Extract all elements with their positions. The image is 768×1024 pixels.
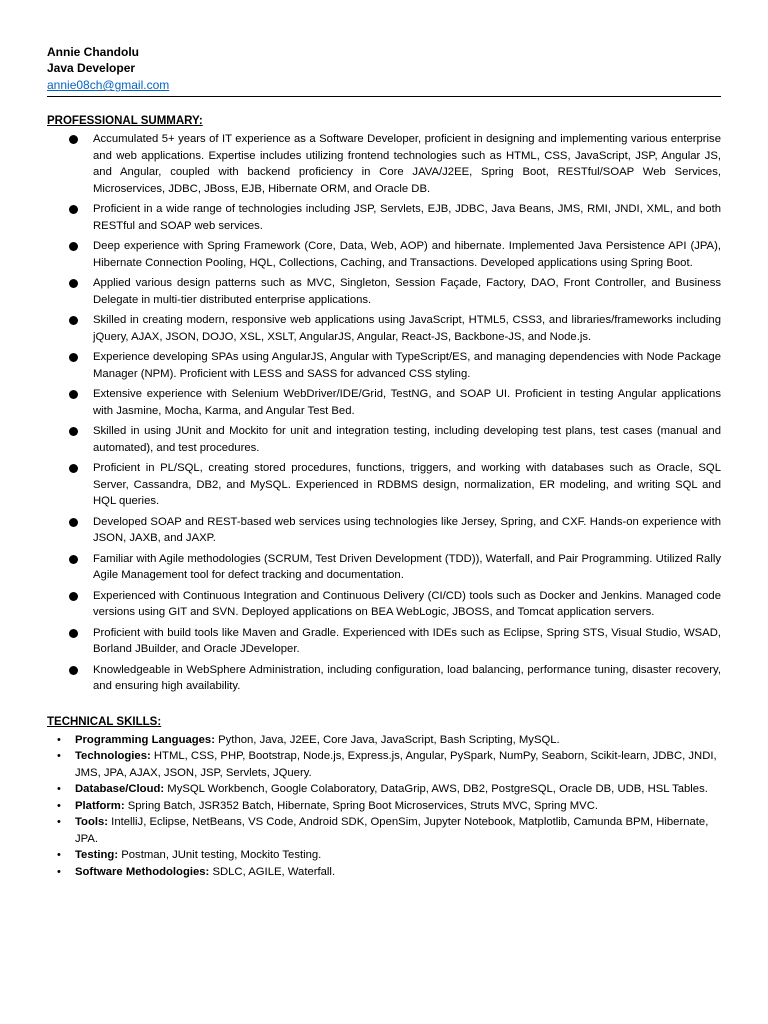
skill-label: Software Methodologies:: [75, 865, 210, 878]
summary-text: Skilled in creating modern, responsive web applications using JavaScript, HTML5, CSS3, and libraries/frameworks including jQuery, AJAX, JSON, DOJO, XSL, XSLT, AngularJS, Angular, React-JS, Backbone-JS, and Node.js.: [93, 314, 721, 343]
bullet-icon: [69, 666, 78, 675]
summary-text: Extensive experience with Selenium WebDriver/IDE/Grid, TestNG, and SOAP UI. Proficient in testing Angular applications with Jasmine, Mocha, Karma, and Angular Test Bed.: [93, 388, 721, 417]
summary-text: Deep experience with Spring Framework (Core, Data, Web, AOP) and hibernate. Implemented Java Persistence API (JPA), Hibernate Connection Pooling, HQL, Collections, Caching, and Transactions. Developed applications using Spring Boot.: [93, 240, 721, 269]
bullet-dot-icon: •: [57, 799, 61, 812]
summary-text: Proficient in PL/SQL, creating stored procedures, functions, triggers, and working with databases such as Oracle, SQL Server, Cassandra, DB2, and MySQL. Experienced in RDBMS design, normalization, ER modeling, and writing SQL and HQL queries.: [93, 462, 721, 507]
skill-value: Python, Java, J2EE, Core Java, JavaScript, Bash Scripting, MySQL.: [214, 733, 560, 746]
skill-value: Postman, JUnit testing, Mockito Testing.: [118, 849, 322, 861]
professional-summary-list: [47, 131, 721, 695]
skill-value: MySQL Workbench, Google Colaboratory, DataGrip, AWS, DB2, PostgreSQL, Oracle DB, UDB, HSL Tables.: [164, 783, 708, 795]
summary-text: Developed SOAP and REST-based web services using technologies like Jersey, Spring, and CXF. Hands-on experience with JSON, JAXB, and JAXP.: [93, 515, 721, 544]
bullet-dot-icon: •: [57, 816, 61, 828]
summary-item: [47, 386, 721, 419]
summary-item: [47, 201, 721, 234]
bullet-dot-icon: •: [57, 865, 61, 878]
skill-value: SDLC, AGILE, Waterfall.: [209, 865, 336, 878]
bullet-icon: [69, 279, 78, 288]
skill-item: [47, 847, 721, 864]
summary-item: [47, 349, 721, 382]
skill-item: [47, 798, 721, 815]
summary-item: [47, 551, 721, 584]
candidate-role: Java Developer: [47, 61, 136, 75]
bullet-icon: [69, 427, 78, 436]
bullet-icon: [69, 205, 78, 214]
summary-text: Skilled in using JUnit and Mockito for unit and integration testing, including developing test plans, test cases (manual and automated), and test procedures.: [93, 425, 721, 454]
skill-label: Technologies:: [75, 750, 151, 762]
skill-label: Tools:: [75, 816, 109, 828]
candidate-name: Annie Chandolu: [47, 45, 139, 59]
summary-item: [47, 238, 721, 271]
skill-value: Spring Batch, JSR352 Batch, Hibernate, Spring Boot Microservices, Struts MVC, Spring MVC.: [124, 799, 598, 812]
email-link[interactable]: annie08ch@gmail.com: [47, 78, 170, 92]
summary-item: [47, 131, 721, 197]
skill-label: Platform:: [75, 799, 125, 812]
skill-value: HTML, CSS, PHP, Bootstrap, Node.js, Express.js, Angular, PySpark, NumPy, Seaborn, Scikit-learn, JDBC, JNDI, JMS, JPA, AJAX, JSON, JSP, Servlets, JQuery.: [75, 750, 717, 779]
summary-text: Experience developing SPAs using AngularJS, Angular with TypeScript/ES, and managing dependencies with Node Package Manager (NPM). Proficient with LESS and SASS for advanced CSS styling.: [93, 351, 721, 380]
technical-skills-list: [47, 732, 721, 881]
bullet-icon: [69, 555, 78, 564]
skill-label: Programming Languages:: [75, 733, 215, 746]
skill-item: [47, 732, 721, 749]
bullet-dot-icon: •: [57, 783, 61, 795]
bullet-icon: [69, 518, 78, 527]
skill-label: Testing:: [75, 849, 119, 861]
summary-text: Familiar with Agile methodologies (SCRUM, Test Driven Development (TDD)), Waterfall, and Pair Programming. Utilized Rally Agile Management tool for defect tracking and documentation.: [93, 552, 721, 581]
summary-item: [47, 514, 721, 547]
summary-item: [47, 625, 721, 658]
summary-text: Proficient in a wide range of technologies including JSP, Servlets, EJB, JDBC, Java Beans, JMS, RMI, JNDI, XML, and both RESTful and SOAP web services.: [93, 203, 721, 232]
bullet-icon: [69, 135, 78, 144]
bullet-icon: [69, 316, 78, 325]
bullet-dot-icon: •: [57, 750, 61, 762]
skill-item: [47, 814, 721, 847]
summary-text: Accumulated 5+ years of IT experience as a Software Developer, proficient in designing and implementing various enterprise and web applications. Expertise includes utilizing frontend technologies such as HTML, CSS, JavaScript, JSP, Angular JS, and Angular, coupled with backend proficiency in Core JAVA/J2EE, Spring Boot, RESTful/SOAP Web Services, Microservices, JDBC, JBoss, EJB, Hibernate ORM, and Oracle DB.: [93, 133, 721, 195]
bullet-icon: [69, 353, 78, 362]
bullet-icon: [69, 629, 78, 638]
bullet-icon: [69, 464, 78, 473]
summary-text: Knowledgeable in WebSphere Administration, including configuration, load balancing, performance tuning, disaster recovery, and ensuring high availability.: [93, 663, 721, 692]
summary-text: Proficient with build tools like Maven and Gradle. Experienced with IDEs such as Eclipse, Spring STS, Visual Studio, WSAD, Borland JBuilder, and Oracle JDeveloper.: [93, 626, 721, 655]
bullet-icon: [69, 390, 78, 399]
bullet-dot-icon: •: [57, 733, 61, 746]
summary-text: Applied various design patterns such as MVC, Singleton, Session Façade, Factory, DAO, Front Controller, and Business Delegate in multi-tier distributed enterprise applications.: [93, 277, 721, 306]
skill-label: Database/Cloud:: [75, 783, 165, 795]
summary-text: Experienced with Continuous Integration and Continuous Delivery (CI/CD) tools such as Docker and Jenkins. Managed code versions using GIT and SVN. Deployed applications on BEA WebLogic, JBOSS, and Tomcat application servers.: [93, 589, 721, 618]
summary-item: [47, 662, 721, 695]
bullet-icon: [69, 592, 78, 601]
bullet-dot-icon: •: [57, 849, 61, 861]
summary-item: [47, 460, 721, 510]
summary-item: [47, 275, 721, 308]
skill-item: [47, 864, 721, 881]
technical-skills-heading: TECHNICAL SKILLS:: [47, 715, 162, 728]
skill-item: [47, 748, 721, 781]
summary-item: [47, 423, 721, 456]
resume-header: [47, 44, 721, 97]
header-divider: [47, 96, 721, 97]
skill-item: [47, 781, 721, 798]
summary-item: [47, 312, 721, 345]
summary-item: [47, 588, 721, 621]
skill-value: IntelliJ, Eclipse, NetBeans, VS Code, Android SDK, OpenSim, Jupyter Notebook, Matplotlib, Camunda BPM, Hibernate, JPA.: [75, 816, 709, 845]
professional-summary-heading: PROFESSIONAL SUMMARY:: [47, 115, 203, 127]
bullet-icon: [69, 242, 78, 251]
